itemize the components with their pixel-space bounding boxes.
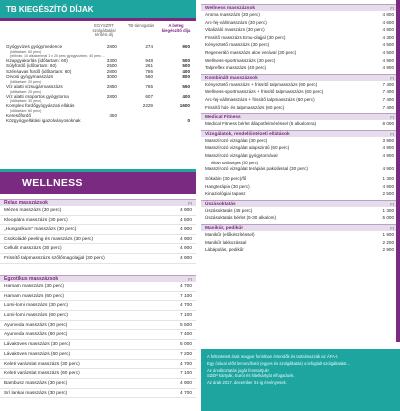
service-price: 4 900 <box>179 236 192 242</box>
service-price: 7 400 <box>179 332 192 338</box>
service-row <box>0 225 196 235</box>
service-price: 4 800 <box>382 12 394 17</box>
service-row <box>0 330 196 340</box>
section-relax <box>0 199 196 264</box>
service-row <box>201 104 400 112</box>
service-name: ritkán szükséges (30 perc) <box>211 159 258 165</box>
tb-row-name: Súlyfürdő (időtartam: 60) <box>6 63 57 69</box>
service-name: Úszásoktatás (45 perc) <box>205 207 253 213</box>
tb-row <box>0 118 196 124</box>
right-sections <box>201 0 400 254</box>
tb-col-header-support: TB-támogatás <box>127 23 155 28</box>
service-price: 4 900 <box>382 165 394 171</box>
section-title: Relax masszázsok <box>4 200 48 206</box>
section-header <box>201 130 400 137</box>
service-price: 4 700 <box>179 303 192 309</box>
tb-row-support: 2229 <box>142 103 153 109</box>
currency-label: Ft <box>390 6 394 11</box>
service-row <box>0 254 196 264</box>
service-row <box>0 311 196 321</box>
tb-col-header-patient: A beteg kiegészítő díja <box>161 23 191 33</box>
tb-row-fee: 3000 <box>106 74 117 80</box>
service-name: Lomi-lomi masszázs (30 perc) <box>4 303 68 309</box>
service-name: Keleti varázslat masszázs (30 perc) <box>4 361 80 367</box>
service-name: Aroma masszázs (30 perc) <box>205 12 260 17</box>
service-row <box>201 152 400 160</box>
tb-row <box>0 103 196 109</box>
tb-row-patient-fee: 0 <box>187 118 190 124</box>
tb-column-headers <box>0 22 196 44</box>
service-price: 4 700 <box>179 361 192 367</box>
service-row <box>0 216 196 226</box>
tb-row-patient-fee: 550 <box>182 83 190 89</box>
tb-row-fee: 2800 <box>106 93 117 99</box>
service-row <box>201 137 400 145</box>
currency-label: Ft <box>390 201 394 207</box>
tb-row-support: 948 <box>145 57 153 63</box>
service-name: Masszírozó vizsgálat alapszintű (60 perc) <box>205 145 290 151</box>
service-name: Mézes masszázs (30 perc) <box>4 208 62 213</box>
service-price: 2 900 <box>382 247 394 253</box>
tb-row-name: Orvosi gyógymasszázs <box>6 74 54 80</box>
tb-row-patient-fee: 900 <box>182 44 190 49</box>
tb-row-fee: 2800 <box>106 44 117 49</box>
service-row <box>201 175 400 183</box>
tb-row-name: Víz alatti csoportos gyógytorna <box>6 93 69 99</box>
tb-row-fee: 2500 <box>106 63 117 69</box>
service-name: Kinaziológiai tapasz <box>205 191 246 197</box>
service-row <box>0 321 196 331</box>
service-price: 4 500 <box>382 42 394 48</box>
tb-row-note: (időtartam: 30 perc) <box>10 99 42 104</box>
section-header <box>201 113 400 120</box>
service-row <box>0 292 196 302</box>
service-price: 1 300 <box>382 207 394 213</box>
service-name: Kleopátra masszázs (30 perc) <box>4 217 68 223</box>
service-name: Cellulit masszázs (30 perc) <box>4 246 62 252</box>
left-column <box>0 0 196 411</box>
service-row <box>0 389 196 399</box>
currency-label: Ft <box>390 131 394 137</box>
service-name: Arc-fej-vállmasszázs + frissítő talpmasszázs (60 perc) <box>205 96 315 102</box>
service-price: 3 900 <box>382 137 394 143</box>
currency-label: Ft <box>390 115 394 121</box>
tb-row-note: (időtartam: 20 perc) <box>10 89 42 94</box>
service-name: „Hungarikum” masszázs (30 perc) <box>4 227 77 233</box>
currency-label: Ft <box>188 201 192 206</box>
purple-edge-strip <box>396 0 400 342</box>
service-name: Manikűr (előkészítéssel) <box>205 232 255 238</box>
tb-row <box>0 74 196 80</box>
service-price: 5 500 <box>179 322 192 328</box>
tb-row-patient-fee: 400 <box>182 68 190 74</box>
service-price: 4 900 <box>382 183 394 189</box>
tb-row-patient-fee: 1600 <box>179 103 190 109</box>
section-header <box>201 74 400 81</box>
service-row <box>201 165 400 173</box>
service-name: Frissítő talpmasszázs szőlőmagolajjal (30 perc) <box>4 255 105 261</box>
section-title: Vizsgálatok, rendelőintézeti ellátások <box>205 131 290 137</box>
info-line-validity: Az árak 2017. december 31-ig érvényesek. <box>207 380 287 386</box>
service-price: 7 200 <box>179 351 192 357</box>
tb-row-fee: 2850 <box>106 83 117 89</box>
service-name: Sókabin (30 perc)/fő <box>205 176 247 182</box>
service-row <box>201 41 400 49</box>
service-name: Úszásoktatás bérlet (5-30 alkalom) <box>205 215 276 221</box>
service-name: Hangterápia (30 perc) <box>205 183 250 189</box>
service-price: 2 200 <box>382 239 394 245</box>
service-row <box>201 26 400 34</box>
tb-row-support: 274 <box>145 44 153 49</box>
section-header <box>0 199 196 206</box>
service-name: Ayurveda masszázs (30 perc) <box>4 322 68 328</box>
service-row <box>201 190 400 198</box>
service-name: Talpreflex masszázs (40 perc) <box>205 65 267 71</box>
tb-row-note: (időtartam: 60 perc) <box>10 49 42 54</box>
currency-label: Ft <box>390 75 394 81</box>
tb-row-support: 261 <box>145 63 153 69</box>
service-row <box>201 246 400 254</box>
service-row <box>201 11 400 19</box>
service-row <box>201 57 400 65</box>
service-row <box>201 96 400 104</box>
tb-row-name: Komplex fürdőgyógyászati ellátás <box>6 103 75 109</box>
service-row <box>0 379 196 389</box>
service-name: Masszírozó vizsgálat terápiás pakolással (30 perc) <box>205 165 308 171</box>
tb-row-name: Szénsavas fürdő (időtartam: 60) <box>6 68 72 74</box>
service-name: Hamam masszázs (60 perc) <box>4 293 64 299</box>
service-row <box>0 369 196 379</box>
tb-row-note: (időtartam: 20 perc) <box>10 79 42 84</box>
service-name: Masszírozó vizsgálat gyógytornával <box>205 152 278 158</box>
tb-row-patient-fee: 500 <box>182 63 190 69</box>
service-name: Bambusz masszázs (30 perc) <box>4 380 68 386</box>
service-name: Wellness-sportmasszázs (30 perc) <box>205 57 276 63</box>
service-price: 4 300 <box>382 34 394 40</box>
service-name: Ayurveda masszázs (60 perc) <box>4 332 68 338</box>
service-name: Kényeztető masszázs + frissítő talpmasszázs (60 perc) <box>205 81 318 87</box>
section-title: Kombinált masszázsok <box>205 75 258 81</box>
service-name: Arc-fej-vállmasszázs (30 perc) <box>205 19 267 25</box>
service-price: 4 900 <box>179 255 192 261</box>
service-row <box>201 64 400 72</box>
currency-label: Ft <box>188 277 192 282</box>
service-row <box>0 301 196 311</box>
service-row <box>201 19 400 27</box>
tb-row <box>0 94 196 100</box>
service-row <box>201 144 400 152</box>
service-name: Manikűr lakkozással <box>205 239 247 245</box>
service-name: Lávaköves masszázs (30 perc) <box>4 342 71 348</box>
tb-table <box>0 44 196 124</box>
tb-row-note: (időtartam: 60 perc) <box>10 108 42 113</box>
service-price: 7 400 <box>382 81 394 87</box>
tb-row <box>0 44 196 50</box>
section-title: Wellness masszázsok <box>205 6 256 11</box>
service-price: 7 400 <box>382 89 394 95</box>
currency-label: Ft <box>390 226 394 232</box>
service-row <box>201 214 400 222</box>
service-price: 4 900 <box>382 57 394 63</box>
service-price: 4 900 <box>179 246 192 252</box>
service-row <box>201 231 400 239</box>
service-name: Medical Fitness bérlet állapotfelméréssel (5 alkalomra) <box>205 121 317 127</box>
service-price: 4 500 <box>382 49 394 55</box>
service-price: 4 900 <box>382 152 394 158</box>
service-row <box>201 49 400 57</box>
service-name: Lábápolás, pedikűr <box>205 247 244 253</box>
tb-row-support: 765 <box>145 83 153 89</box>
tb-row-fee: 2800 <box>106 68 117 74</box>
section-header <box>201 200 400 207</box>
service-price: 4 900 <box>179 208 192 213</box>
section-title: Medical Fitness <box>205 115 241 121</box>
service-row <box>0 235 196 245</box>
section-title: Manikűr, pedikűr <box>205 226 244 232</box>
wellness-banner: WELLNESS <box>0 172 196 194</box>
service-row <box>0 244 196 254</box>
service-row <box>201 120 400 128</box>
service-price: 2 500 <box>382 191 394 197</box>
service-price: 4 800 <box>382 27 394 33</box>
service-name: Vitalizáló masszázs (30 perc) <box>205 27 265 33</box>
service-row <box>201 183 400 191</box>
service-row <box>0 340 196 350</box>
service-price: 5 000 <box>179 342 192 348</box>
info-line-pricechange: Az árváltoztatás jogát fenntartjuk! <box>207 368 269 374</box>
section-header <box>0 275 196 282</box>
service-name: Csokoládé peeling és masszázs (30 perc) <box>4 236 94 242</box>
service-price: 7 400 <box>382 104 394 110</box>
service-row <box>201 239 400 247</box>
service-price: 4 700 <box>179 390 192 396</box>
tb-row-patient-fee: 400 <box>182 93 190 99</box>
service-price: 4 600 <box>382 19 394 25</box>
tb-row-name: Keresőfürdő <box>6 112 32 118</box>
service-name: Hamam masszázs (30 perc) <box>4 284 64 289</box>
service-name: Masszírozó vizsgálat (30 perc) <box>205 137 268 143</box>
tb-fees-header: TB KIEGÉSZÍTŐ DÍJAK <box>0 0 196 18</box>
service-name: Keleti varázslat masszázs (60 perc) <box>4 371 80 377</box>
info-box <box>201 349 400 411</box>
service-price: 4 500 <box>179 217 192 223</box>
service-price: 4 900 <box>382 145 394 151</box>
service-price: 4 900 <box>179 227 192 233</box>
tb-row-name: Víz alatti vízsugármasszázs <box>6 83 63 89</box>
service-row <box>0 206 196 216</box>
service-name: Regeneráló masszázs aloe verával (30 perc) <box>205 49 297 55</box>
info-line-vat: A feltüntetett árak magyar forintban értendők és tartalmazzák az ÁFA-t. <box>207 354 339 359</box>
service-name: Kényeztető masszázs (30 perc) <box>205 42 270 48</box>
service-price: 7 100 <box>179 371 192 377</box>
tb-row-patient-fee: 800 <box>182 74 190 80</box>
service-row <box>0 360 196 370</box>
service-row <box>201 207 400 215</box>
service-row <box>0 282 196 292</box>
service-price: 7 400 <box>382 96 394 102</box>
info-line-cancel: Egy órával előtt lemondható (egyes és szolgáltatás) a lefoglalt szolgáltatást... <box>207 361 350 367</box>
section-exotic <box>0 275 196 398</box>
tb-row-support: 786 <box>145 68 153 74</box>
tb-row-support: 580 <box>145 74 153 80</box>
tb-row-support: 607 <box>145 93 153 99</box>
section-title: Egzotikus masszázsok <box>4 276 59 282</box>
section-header <box>201 224 400 231</box>
service-name: Frissítő masszázs Emu-olajjal (30 perc) <box>205 34 286 40</box>
service-name: Frissítő hát- és talpmasszázs (60 perc) <box>205 104 285 110</box>
service-price: 4 900 <box>382 65 394 71</box>
service-price: 1 900 <box>382 232 394 238</box>
service-name: Lomi-lomi masszázs (60 perc) <box>4 313 68 319</box>
tb-row-note: (előírás: 10 alkalommal 1 x 20 perc gyógyvízben, 40 perc ... <box>10 53 106 58</box>
service-row <box>201 34 400 42</box>
service-row <box>0 350 196 360</box>
service-price: 7 100 <box>179 313 192 319</box>
tb-row-fee: 3300 <box>106 57 117 63</box>
tb-row-name: Gyógyvizes gyógymedence <box>6 44 63 49</box>
tb-row <box>0 84 196 90</box>
service-price: 5 000 <box>382 215 394 221</box>
service-row <box>201 88 400 96</box>
tb-col-header-fee: EGYSZRT szolgáltatási térítési díj <box>92 23 116 38</box>
service-name: Srí lankai masszázs (30 perc) <box>4 390 68 396</box>
tb-row-name: Iszapgyakorlás (időtartam: 60) <box>6 57 68 63</box>
service-name: Lávaköves masszázs (60 perc) <box>4 351 71 357</box>
section-header <box>201 4 400 11</box>
info-line-cards: SZÉP kártyák, Eurót és hitelkártyát elfogadunk. <box>207 373 295 379</box>
section-title: Úszásoktatás <box>205 201 236 207</box>
service-price: 1 300 <box>382 176 394 182</box>
service-name: Wellness-sportmasszázs + frissítő talpmasszázs (60 perc) <box>205 89 324 95</box>
tb-row-fee: 350 <box>109 112 117 118</box>
service-row <box>201 81 400 89</box>
tb-row-patient-fee: 500 <box>182 57 190 63</box>
service-price: 4 900 <box>179 380 192 386</box>
tb-row-name: Közgyógyellátási igazolványosoknak <box>6 118 81 124</box>
service-price: 4 700 <box>179 284 192 289</box>
service-price: 7 100 <box>179 293 192 299</box>
service-price: 8 000 <box>382 121 394 127</box>
